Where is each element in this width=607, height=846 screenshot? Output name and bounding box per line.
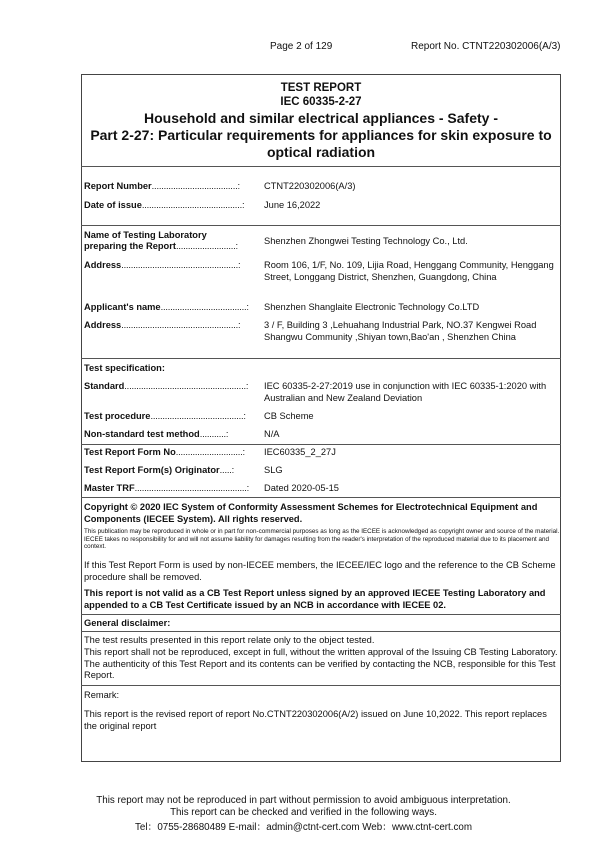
standard-subtitle-2: Part 2-27: Particular requirements for appliances for skin exposure to <box>90 127 552 143</box>
originator-label: Test Report Form(s) Originator.....: <box>84 465 234 475</box>
standard-subtitle-1: Household and similar electrical appliances - Safety - <box>143 110 498 126</box>
page-number: Page 2 of 129 <box>270 41 333 52</box>
date-of-issue-value: June 16,2022 <box>264 200 321 210</box>
standard-value: IEC 60335-2-27:2019 use in conjunction with IEC 60335-1:2020 with Australian and New Zealand Deviation <box>264 381 547 403</box>
copyright-heading: Copyright © 2020 IEC System of Conformity Assessment Schemes for Electrotechnical Equipment and Components (IECEE System). All rights reserved. <box>84 502 538 524</box>
standard-subtitle-3: optical radiation <box>266 144 376 160</box>
applicant-name-value: Shenzhen Shanglaite Electronic Technology Co.LTD <box>264 302 480 312</box>
form-no-label: Test Report Form No............................: <box>84 447 245 457</box>
form-no-value: IEC60335_2_27J <box>264 447 336 457</box>
footer-line-1: This report may not be reproduced in part without permission to avoid ambiguous interpretation. <box>96 795 511 806</box>
divider <box>81 166 561 167</box>
divider <box>81 685 561 686</box>
divider <box>81 358 561 359</box>
date-of-issue-label: Date of issue..........................................: <box>84 200 245 210</box>
divider <box>81 497 561 498</box>
remark-heading: Remark: <box>84 690 120 700</box>
master-trf-label: Master TRF...............................................: <box>84 483 250 493</box>
report-number-label: Report Number....................................: <box>84 181 240 191</box>
divider <box>81 631 561 632</box>
report-title: TEST REPORT <box>280 82 362 94</box>
disclaimer-line-1: The test results presented in this report relate only to the object tested. <box>84 635 375 645</box>
validity-notice: This report is not valid as a CB Test Report unless signed by an approved IECEE Testing Laboratory and appended to a CB Test Certificate issued by an NCB in accordance with IECEE 02. <box>84 588 546 610</box>
divider <box>81 614 561 615</box>
report-number-value: CTNT220302006(A/3) <box>264 181 356 191</box>
lab-address-value: Room 106, 1/F, No. 109, Lijia Road, Henggang Community, Henggang Street, Longgang District, Shenzhen, Guangdong, China <box>264 260 554 282</box>
remark-text: This report is the revised report of report No.CTNT220302006(A/2) issued on June 10,2022. This report replaces the original report <box>84 709 547 731</box>
lab-name-label-2: preparing the Report.........................: <box>84 241 238 251</box>
copyright-small-print: This publication may be reproduced in whole or in part for non-commercial purposes as long as the IECEE is acknowledged as copyright owner and source of the material. IECEE takes no responsibility for and will not assume liability for damages resulting from the reader's interpretation of the reproduced material due to its placement and context. <box>84 528 560 551</box>
standard-label: Standard...................................................: <box>84 381 249 391</box>
divider <box>81 444 561 445</box>
header-report-number: Report No. CTNT220302006(A/3) <box>411 41 561 52</box>
disclaimer-heading: General disclaimer: <box>84 618 171 628</box>
lab-name-value: Shenzhen Zhongwei Testing Technology Co., Ltd. <box>264 236 468 246</box>
master-trf-value: Dated 2020-05-15 <box>264 483 339 493</box>
non-standard-label: Non-standard test method...........: <box>84 429 229 439</box>
standard-title: IEC 60335-2-27 <box>280 96 362 108</box>
lab-name-label: Name of Testing Laboratory <box>84 230 207 240</box>
applicant-name-label: Applicant's name....................................: <box>84 302 249 312</box>
originator-value: SLG <box>264 465 283 475</box>
applicant-address-label: Address.................................................: <box>84 320 241 330</box>
non-standard-value: N/A <box>264 429 280 439</box>
test-specification-heading: Test specification: <box>84 363 165 373</box>
test-procedure-label: Test procedure.......................................: <box>84 411 246 421</box>
test-procedure-value: CB Scheme <box>264 411 314 421</box>
divider <box>81 225 561 226</box>
footer-line-2: This report can be checked and verified in the following ways. <box>170 807 437 818</box>
footer-contact: Tel：0755-28680489 E-mail：admin@ctnt-cert.com Web：www.ctnt-cert.com <box>135 822 472 833</box>
non-iecee-notice: If this Test Report Form is used by non-IECEE members, the IECEE/IEC logo and the reference to the CB Scheme procedure shall be removed. <box>84 560 556 582</box>
disclaimer-line-2: This report shall not be reproduced, except in full, without the written approval of the Issuing CB Testing Laboratory. The authenticity of this Test Report and its contents can be verified by contacting the NCB, responsible for this Test Report. <box>84 647 558 680</box>
lab-address-label: Address.................................................: <box>84 260 241 270</box>
applicant-address-value: 3 / F, Building 3 ,Lehuahang Industrial Park, NO.37 Kengwei Road Shangwu Community ,Shiyan town,Bao'an , Shenzhen China <box>264 320 537 342</box>
